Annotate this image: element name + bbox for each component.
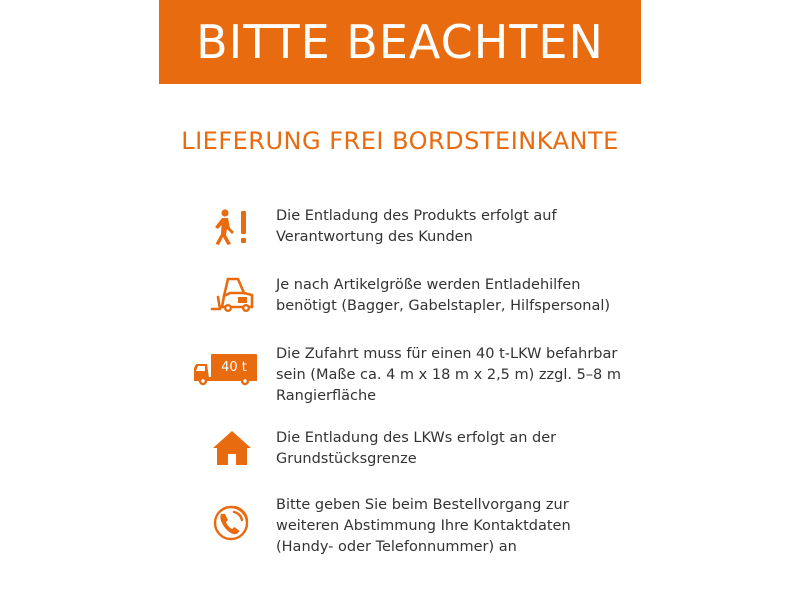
forklift-icon (180, 275, 284, 313)
notice-line: Grundstücksgrenze (276, 451, 417, 467)
notice-text (276, 428, 656, 470)
notice-text (276, 275, 656, 317)
notice-line: benötigt (Bagger, Gabelstapler, Hilfspersonal) (276, 298, 611, 314)
phone-icon (180, 503, 284, 543)
notice-line: Die Entladung des Produkts erfolgt auf (276, 208, 557, 224)
notice-line: weiteren Abstimmung Ihre Kontaktdaten (276, 518, 571, 534)
notice-text (276, 206, 656, 248)
notice-line: Rangierfläche (276, 388, 377, 404)
pedestrian-warning-icon (180, 208, 284, 246)
notice-line: (Handy- oder Telefonnummer) an (276, 539, 517, 555)
notice-line: Verantwortung des Kunden (276, 229, 473, 245)
banner-title: BITTE BEACHTEN (196, 15, 604, 69)
notice-line: Die Entladung des LKWs erfolgt an der (276, 430, 557, 446)
notice-line: sein (Maße ca. 4 m x 18 m x 2,5 m) zzgl. 5–8 m (276, 367, 622, 383)
notice-line: Bitte geben Sie beim Bestellvorgang zur (276, 497, 569, 513)
page-subtitle: LIEFERUNG FREI BORDSTEINKANTE (181, 127, 619, 155)
notice-text (276, 344, 656, 407)
header-banner (159, 0, 641, 84)
notice-text (276, 495, 656, 558)
house-icon (180, 430, 284, 466)
truck-icon (174, 352, 278, 386)
truck-capacity-label: 40 t (221, 360, 247, 375)
notice-line: Die Zufahrt muss für einen 40 t-LKW befahrbar (276, 346, 618, 362)
notice-line: Je nach Artikelgröße werden Entladehilfen (276, 277, 581, 293)
